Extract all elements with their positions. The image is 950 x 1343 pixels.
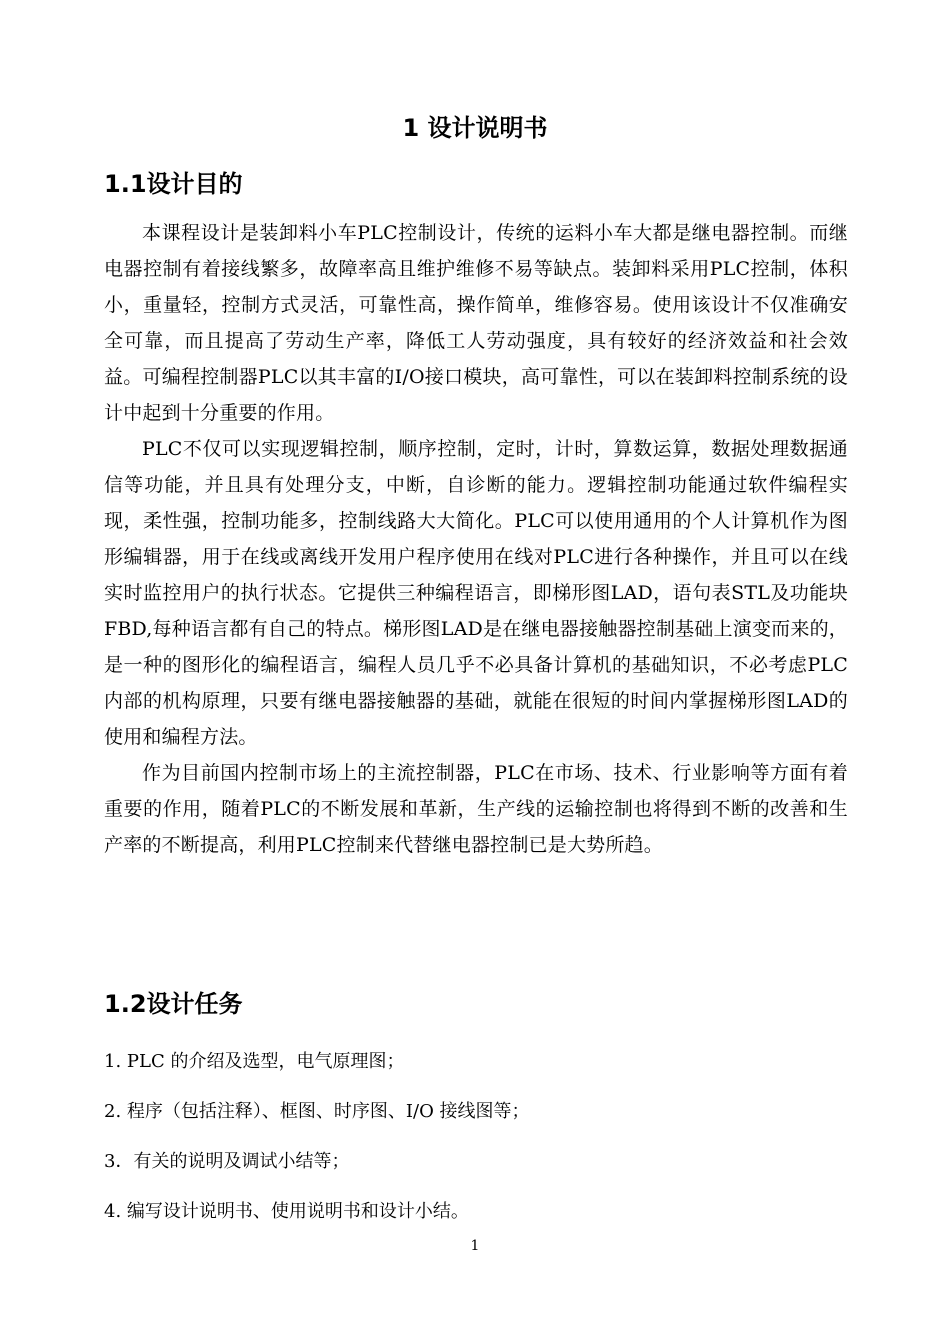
- list-item: 3．有关的说明及调试小结等；: [104, 1151, 350, 1172]
- section-heading-design-tasks: 1.2设计任务: [104, 990, 243, 1018]
- paragraph: 本课程设计是装卸料小车PLC控制设计，传统的运料小车大都是继电器控制。而继电器控制有着接线繁多，故障率高且维护维修不易等缺点。装卸料采用PLC控制，体积小，重量轻，控制方式灵活，可靠性高，操作简单，维修容易。使用该设计不仅准确安全可靠，而且提高了劳动生产率，降低工人劳动强度，具有较好的经济效益和社会效益。可编程控制器PLC以其丰富的I/O接口模块，高可靠性，可以在装卸料控制系统的设计中起到十分重要的作用。: [104, 222, 848, 424]
- section-heading-design-purpose: 1.1设计目的: [104, 170, 243, 198]
- paragraph: 作为目前国内控制市场上的主流控制器，PLC在市场、技术、行业影响等方面有着重要的作用，随着PLC的不断发展和革新，生产线的运输控制也将得到不断的改善和生产率的不断提高，利用PLC控制来代替继电器控制已是大势所趋。: [104, 762, 848, 856]
- design-purpose-body: [104, 215, 848, 863]
- list-item: 2. 程序（包括注释）、框图、时序图、I/O 接线图等；: [104, 1101, 530, 1122]
- design-task-list: [104, 1037, 848, 1237]
- paragraph: PLC不仅可以实现逻辑控制，顺序控制，定时，计时，算数运算，数据处理数据通信等功能，并且具有处理分支，中断，自诊断的能力。逻辑控制功能通过软件编程实现，柔性强，控制功能多，控制线路大大简化。PLC可以使用通用的个人计算机作为图形编辑器，用于在线或离线开发用户程序使用在线对PLC进行各种操作，并且可以在线实时监控用户的执行状态。它提供三种编程语言，即梯形图LAD，语句表STL及功能块FBD,每种语言都有自己的特点。梯形图LAD是在继电器接触器控制基础上演变而来的，是一种的图形化的编程语言，编程人员几乎不必具备计算机的基础知识，不必考虑PLC内部的机构原理，只要有继电器接触器的基础，就能在很短的时间内掌握梯形图LAD的使用和编程方法。: [104, 438, 848, 748]
- chapter-title: 1 设计说明书: [402, 114, 548, 142]
- page-number: 1: [470, 1238, 480, 1254]
- list-item: 1. PLC 的介绍及选型，电气原理图；: [104, 1051, 405, 1072]
- list-item: 4. 编写设计说明书、使用说明书和设计小结。: [104, 1201, 469, 1222]
